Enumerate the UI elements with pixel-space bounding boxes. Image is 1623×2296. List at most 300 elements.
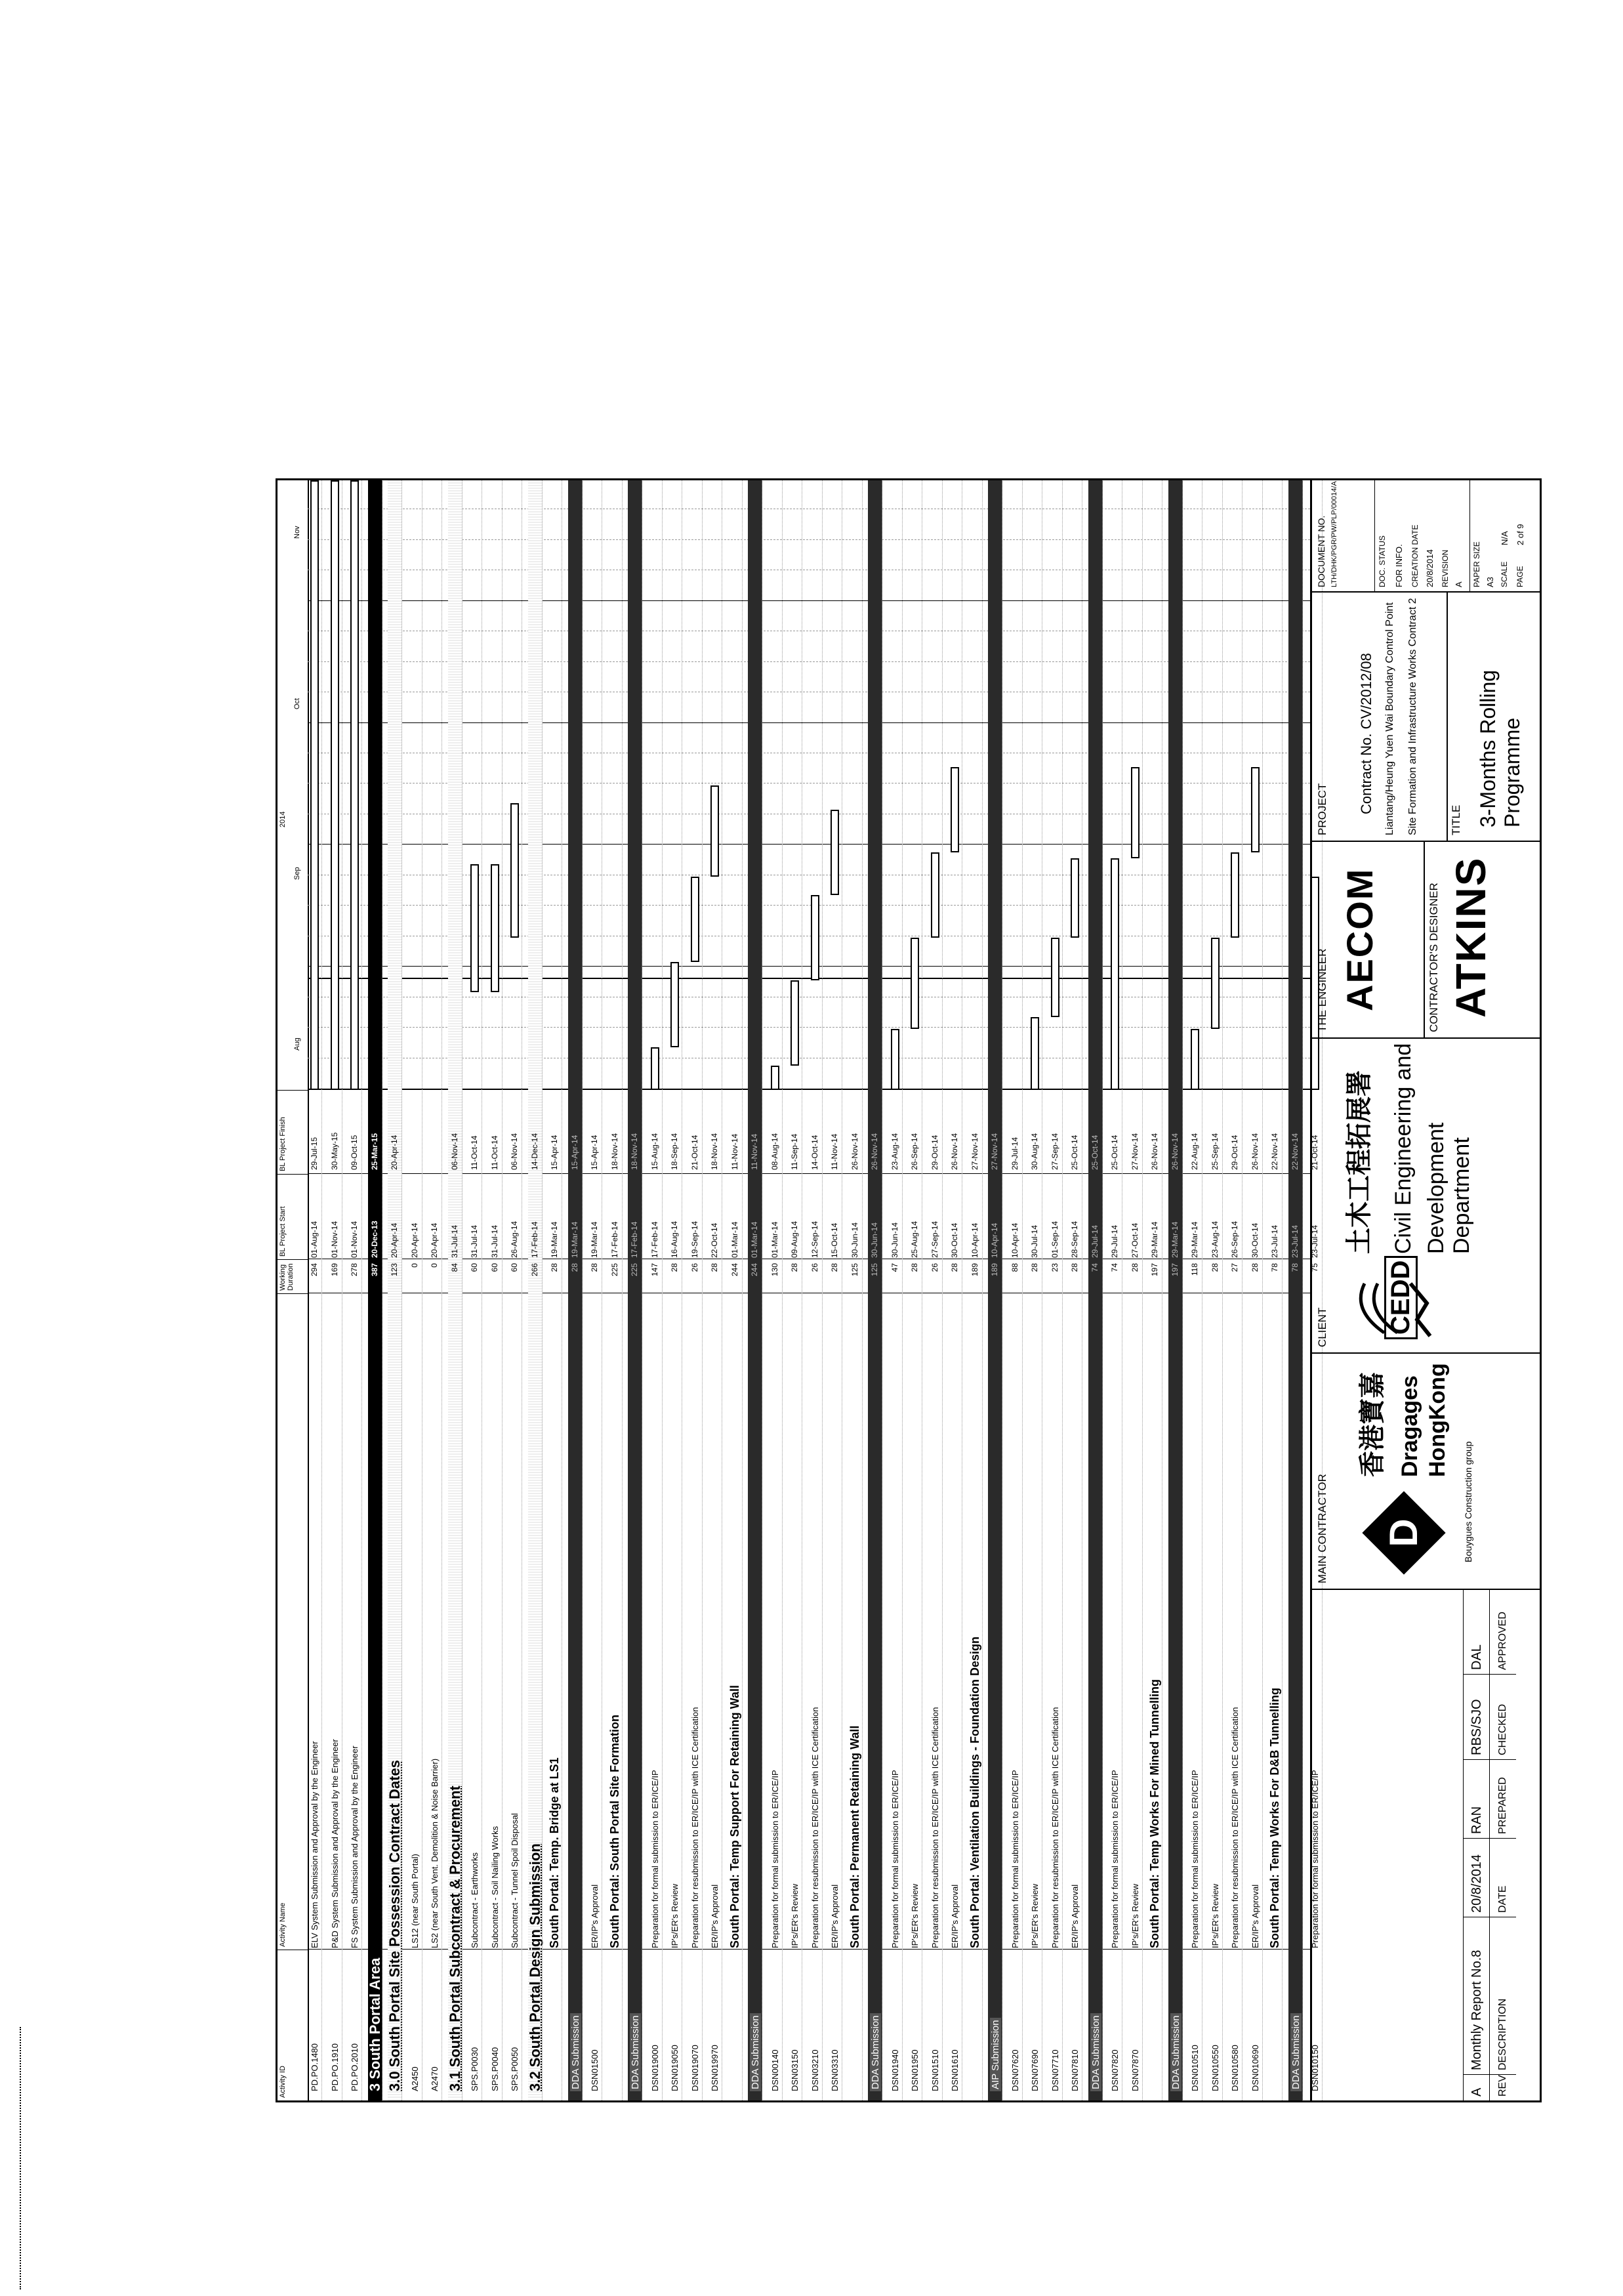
bl-finish: 22-Nov-14 (1290, 1133, 1300, 1170)
bl-finish: 27-Nov-14 (970, 1133, 979, 1170)
bl-finish: 06-Nov-14 (510, 1133, 519, 1170)
activity-name: South Portal: Temp. Bridge at LS1 (548, 1757, 561, 1948)
bl-start: 22-Oct-14 (710, 1222, 719, 1258)
working-duration: 28 (1250, 1263, 1260, 1272)
bl-start: 23-Jul-14 (1270, 1224, 1279, 1258)
bl-start: 30-Oct-14 (1250, 1222, 1260, 1258)
activity-bar (1131, 767, 1140, 858)
scale-label: SCALE (1500, 561, 1509, 587)
bl-start: 27-Oct-14 (1130, 1222, 1140, 1258)
table-row (368, 480, 382, 2100)
table-row (388, 480, 402, 2100)
client-label: CLIENT (1316, 1307, 1328, 1347)
table-row (1108, 480, 1122, 2100)
table-row (1148, 480, 1162, 2100)
working-duration: 189 (970, 1263, 979, 1277)
activity-id: DSN01940 (890, 2049, 900, 2091)
table-row (1228, 480, 1243, 2100)
activity-name: IP's/ER's Review (670, 1883, 680, 1948)
bl-start: 20-Apr-14 (390, 1222, 399, 1258)
activity-id: DSN01950 (910, 2049, 920, 2091)
bl-finish: 22-Aug-14 (1190, 1133, 1199, 1170)
working-duration: 47 (890, 1263, 899, 1272)
activity-id: A2450 (409, 2066, 420, 2091)
paper-size-label: PAPER SIZE (1472, 541, 1481, 587)
table-row (1128, 480, 1143, 2100)
activity-id: DSN00140 (770, 2049, 780, 2091)
working-duration: 78 (1290, 1263, 1300, 1272)
activity-bar (891, 1029, 899, 1090)
bl-start: 01-Mar-14 (729, 1221, 739, 1258)
activity-name: Preparation for formal submission to ER/ICE/IP (649, 1770, 660, 1948)
activity-bar (1111, 858, 1119, 1090)
bl-finish: 26-Nov-14 (1170, 1133, 1180, 1170)
activity-name: Subcontract - Soil Nailing Works (489, 1826, 500, 1948)
working-duration: 130 (770, 1263, 779, 1277)
activity-name: DDA Submission (1170, 2013, 1181, 2091)
working-duration: 225 (609, 1263, 619, 1277)
bl-finish: 20-Apr-14 (390, 1135, 399, 1170)
bl-start: 10-Apr-14 (970, 1222, 979, 1258)
activity-id: PD.PO.2010 (350, 2043, 360, 2091)
table-row (408, 480, 422, 2100)
bl-finish: 25-Oct-14 (1110, 1135, 1119, 1170)
activity-id: DSN01510 (930, 2049, 940, 2091)
activity-id: DSN07620 (1010, 2049, 1020, 2091)
working-duration: 28 (1210, 1263, 1220, 1272)
working-duration: 0 (409, 1263, 419, 1268)
client-chinese-name: 土木工程拓展署 (1345, 1070, 1374, 1254)
table-row (828, 480, 842, 2100)
working-duration: 28 (950, 1263, 959, 1272)
bl-start: 09-Aug-14 (790, 1221, 799, 1258)
activity-name: Subcontract - Tunnel Spoil Disposal (510, 1813, 520, 1948)
bl-start: 27-Sep-14 (930, 1221, 939, 1258)
working-duration: 60 (510, 1263, 519, 1272)
bl-finish: 26-Nov-14 (950, 1133, 959, 1170)
working-duration: 244 (750, 1263, 759, 1277)
bl-start: 23-Jul-14 (1290, 1224, 1300, 1258)
working-duration: 387 (369, 1263, 379, 1277)
activity-name: ER/IP's Approval (830, 1884, 840, 1948)
activity-id: DSN03310 (830, 2049, 840, 2091)
working-duration: 60 (489, 1263, 499, 1272)
table-row (748, 480, 762, 2100)
working-duration: 75 (1310, 1263, 1319, 1272)
activity-bar (310, 480, 319, 1090)
bl-finish: 06-Nov-14 (449, 1133, 459, 1170)
bl-start: 16-Aug-14 (670, 1221, 679, 1258)
table-row (848, 480, 863, 2100)
scale-value: N/A (1500, 531, 1510, 545)
bl-finish: 30-Aug-14 (1030, 1133, 1039, 1170)
bl-start: 23-Aug-14 (1210, 1221, 1220, 1258)
working-duration: 28 (830, 1263, 839, 1272)
working-duration: 78 (1270, 1263, 1279, 1272)
bl-start: 10-Apr-14 (990, 1222, 999, 1258)
paper-size: A3 (1485, 577, 1495, 587)
bl-start: 28-Sep-14 (1070, 1221, 1079, 1258)
table-row (1068, 480, 1082, 2100)
bl-finish: 18-Nov-14 (609, 1133, 619, 1170)
bl-finish: 27-Nov-14 (990, 1133, 999, 1170)
rev-approved: DAL (1464, 1589, 1490, 1674)
activity-id: DSN07690 (1030, 2049, 1040, 2091)
bl-start: 25-Aug-14 (910, 1221, 919, 1258)
bl-finish: 14-Oct-14 (810, 1135, 819, 1170)
working-duration: 28 (1130, 1263, 1140, 1272)
rev-header: REV (1490, 2074, 1516, 2100)
table-row (628, 480, 642, 2100)
activity-id: SPS.P0040 (489, 2047, 500, 2091)
working-duration: 118 (1190, 1263, 1199, 1276)
activity-name: 3.0 South Portal Site Possession Contract Dates (386, 1760, 403, 2091)
activity-id: DSN03210 (810, 2049, 820, 2091)
bl-finish: 27-Nov-14 (1130, 1133, 1140, 1170)
bl-start: 01-Nov-14 (350, 1221, 359, 1258)
activity-name: AIP Submission (990, 2018, 1001, 2091)
bl-finish: 26-Nov-14 (870, 1133, 879, 1170)
activity-id: PD.PO.1910 (329, 2043, 340, 2091)
page-number: 2 of 9 (1515, 524, 1525, 545)
activity-name: South Portal: Temp Support For Retaining Wall (728, 1685, 741, 1948)
activity-bar (331, 480, 339, 1090)
table-row (1248, 480, 1263, 2100)
table-row (448, 480, 462, 2100)
doc-status-label: DOC. STATUS (1378, 535, 1387, 587)
table-row (948, 480, 962, 2100)
activity-id: DSN010550 (1210, 2045, 1220, 2091)
header-activity-id: Activity ID (277, 1950, 308, 2100)
bl-start: 31-Jul-14 (449, 1224, 459, 1258)
bl-start: 29-Mar-14 (1190, 1221, 1199, 1258)
activity-name: DDA Submission (870, 2013, 881, 2091)
bl-finish: 21-Oct-14 (1310, 1135, 1319, 1170)
activity-name: 3 South Portal Area (366, 1957, 383, 2091)
table-row (1168, 480, 1183, 2100)
activity-bar (1031, 1017, 1039, 1090)
activity-name: IP's/ER's Review (1130, 1883, 1140, 1948)
description-header: DESCRIPTION (1490, 1917, 1516, 2074)
activity-id: DSN07820 (1110, 2049, 1120, 2091)
activity-name: Preparation for resubmission to ER/ICE/IP with ICE Certification (930, 1707, 940, 1948)
scan-artifact (20, 2027, 22, 2289)
bl-start: 17-Feb-14 (529, 1221, 539, 1258)
working-duration: 125 (850, 1263, 859, 1277)
table-row (688, 480, 703, 2100)
activity-id: SPS.P0050 (510, 2047, 520, 2091)
activity-name: South Portal: Permanent Retaining Wall (848, 1725, 861, 1948)
working-duration: 28 (710, 1263, 719, 1272)
table-row (1028, 480, 1042, 2100)
table-row (1208, 480, 1223, 2100)
activity-bar (951, 767, 959, 852)
bl-finish: 15-Apr-14 (569, 1135, 579, 1170)
activity-bar (651, 1047, 659, 1090)
activity-id: A2470 (430, 2066, 440, 2091)
activity-name: South Portal: Ventilation Buildings - Foundation Design (968, 1637, 981, 1948)
working-duration: 278 (350, 1263, 359, 1277)
header-bl-finish: BL Project Finish (277, 1090, 308, 1174)
bl-start: 30-Jul-14 (1030, 1224, 1039, 1258)
working-duration: 197 (1170, 1263, 1180, 1277)
bl-start: 30-Oct-14 (950, 1222, 959, 1258)
activity-id: SPS.P0030 (470, 2047, 480, 2091)
rev-description: Monthly Report No.8 (1464, 1917, 1490, 2074)
project-label: PROJECT (1316, 783, 1328, 835)
project-cell (1312, 591, 1540, 841)
activity-name: Preparation for formal submission to ER/ICE/IP (1010, 1770, 1020, 1948)
timescale (277, 480, 308, 1090)
bl-start: 26-Sep-14 (1230, 1221, 1239, 1258)
activity-bar (1191, 1029, 1199, 1090)
activity-name: DDA Submission (750, 2013, 761, 2091)
timescale-month: Sep (293, 867, 301, 880)
gantt-table (276, 478, 1320, 2102)
bl-finish: 09-Oct-15 (350, 1135, 359, 1170)
bl-finish: 18-Nov-14 (710, 1133, 719, 1170)
client-name-line2: Development Department (1424, 1122, 1474, 1254)
table-row (508, 480, 522, 2100)
activity-name: 3.2 South Portal Design Submission (526, 1843, 543, 2091)
table-row (988, 480, 1002, 2100)
activity-id: DSN010150 (1310, 2045, 1320, 2091)
activity-id: DSN010510 (1190, 2045, 1200, 2091)
table-row (308, 480, 322, 2100)
project-line-3: Site Formation and Infrastructure Works Contract 2 (1407, 598, 1418, 835)
contractor-group: Bouygues Construction group (1463, 1441, 1473, 1562)
activity-bar (1051, 938, 1059, 1017)
bl-start: 29-Jul-14 (1090, 1224, 1099, 1258)
working-duration: 0 (430, 1263, 439, 1268)
working-duration: 28 (569, 1263, 579, 1272)
bl-start: 19-Mar-14 (590, 1221, 599, 1258)
working-duration: 28 (1070, 1263, 1079, 1272)
engineer-designer-cell (1312, 841, 1540, 1037)
bl-finish: 18-Sep-14 (670, 1133, 679, 1170)
table-row (428, 480, 442, 2100)
header-activity-name: Activity Name (277, 1293, 308, 1950)
activity-name: Preparation for formal submission to ER/ICE/IP (770, 1770, 780, 1948)
working-duration: 28 (1030, 1263, 1039, 1272)
activity-id: PD.PO.1480 (310, 2043, 319, 2091)
working-duration: 28 (550, 1263, 559, 1272)
activity-bar (670, 962, 679, 1047)
activity-name: ER/IP's Approval (950, 1884, 960, 1948)
project-line-1: Contract No. CV/2012/08 (1358, 653, 1374, 814)
activity-name: DDA Submission (630, 2013, 641, 2091)
rev-prepared: RAN (1464, 1759, 1490, 1838)
table-row (1048, 480, 1063, 2100)
bl-start: 19-Sep-14 (689, 1221, 699, 1258)
table-row (668, 480, 682, 2100)
bl-finish: 29-Jul-15 (310, 1137, 319, 1170)
working-duration: 26 (930, 1263, 939, 1272)
working-duration: 27 (1230, 1263, 1239, 1272)
approved-header: APPROVED (1490, 1589, 1516, 1674)
bl-finish: 22-Nov-14 (1270, 1133, 1279, 1170)
creation-date: 20/8/2014 (1425, 549, 1435, 587)
working-duration: 28 (590, 1263, 599, 1272)
cedd-abbreviation: CEDD (1384, 1256, 1418, 1339)
header-bl-start: BL Project Start (277, 1174, 308, 1259)
table-row (1188, 480, 1202, 2100)
activity-name: South Portal: Temp Works For Mined Tunnelling (1148, 1679, 1161, 1948)
bl-start: 01-Aug-14 (310, 1221, 319, 1258)
bl-finish: 26-Nov-14 (850, 1133, 859, 1170)
bl-start: 29-Mar-14 (1170, 1221, 1180, 1258)
activity-name: South Portal: Temp Works For D&B Tunnelling (1268, 1688, 1281, 1948)
revision-label: REVISION (1441, 549, 1450, 587)
activity-bar (491, 864, 499, 992)
working-duration: 74 (1110, 1263, 1119, 1272)
activity-id: DSN07810 (1070, 2049, 1080, 2091)
bl-finish: 29-Jul-14 (1010, 1137, 1019, 1170)
activity-bar (1071, 858, 1079, 938)
activity-name: Preparation for formal submission to ER/ICE/IP (1190, 1770, 1200, 1948)
client-name-line1: Civil Engineering and (1391, 1043, 1416, 1254)
bl-start: 20-Apr-14 (430, 1222, 439, 1258)
document-no: LTH/DHK/PGR/PW/PLP/00014/A (1330, 481, 1338, 587)
activity-bar (350, 480, 359, 1090)
contractor-chinese-name: 香港寶嘉 (1358, 1372, 1387, 1477)
bl-start: 23-Jul-14 (1310, 1224, 1319, 1258)
activity-name: 3.1 South Portal Subcontract & Procurement (446, 1785, 463, 2091)
activity-id: DSN07870 (1130, 2049, 1140, 2091)
date-header: DATE (1490, 1838, 1516, 1917)
working-duration: 28 (910, 1263, 919, 1272)
working-duration: 26 (689, 1263, 699, 1272)
table-row (928, 480, 943, 2100)
bl-start: 17-Feb-14 (630, 1221, 639, 1258)
bl-finish: 29-Oct-14 (1230, 1135, 1239, 1170)
table-row (328, 480, 342, 2100)
revision-value: A (1454, 581, 1464, 587)
activity-id: DSN019070 (689, 2045, 700, 2091)
working-duration: 123 (390, 1263, 399, 1277)
working-duration: 147 (649, 1263, 659, 1277)
rev-date: 20/8/2014 (1464, 1838, 1490, 1917)
activity-name: ER/IP's Approval (590, 1884, 600, 1948)
activity-id: DSN010580 (1230, 2045, 1240, 2091)
working-duration: 28 (670, 1263, 679, 1272)
atkins-logo: ATKINS (1447, 856, 1494, 1018)
bl-finish: 11-Nov-14 (750, 1133, 759, 1170)
activity-name: IP's/ER's Review (1030, 1883, 1040, 1948)
bl-finish: 23-Aug-14 (890, 1133, 899, 1170)
table-row (348, 480, 362, 2100)
creation-date-label: CREATION DATE (1410, 524, 1420, 587)
table-row (1268, 480, 1283, 2100)
table-row (468, 480, 482, 2100)
contractor-name-line1: Dragages (1397, 1375, 1422, 1477)
activity-name: IP's/ER's Review (790, 1883, 800, 1948)
bl-start: 31-Jul-14 (470, 1224, 479, 1258)
bl-finish: 11-Nov-14 (830, 1133, 839, 1170)
activity-id: DSN01500 (590, 2049, 600, 2091)
prepared-header: PREPARED (1490, 1759, 1516, 1838)
activity-name: Preparation for formal submission to ER/ICE/IP (1310, 1770, 1320, 1948)
working-duration: 74 (1090, 1263, 1099, 1272)
activity-bar (691, 877, 699, 962)
timescale-month: Oct (293, 698, 301, 709)
engineer-label: THE ENGINEER (1316, 948, 1328, 1032)
page-label: PAGE (1515, 566, 1525, 587)
table-row (728, 480, 743, 2100)
working-duration: 244 (729, 1263, 739, 1277)
activity-name: FS System Submission and Approval by the Engineer (350, 1745, 360, 1948)
activity-name: LS12 (near South Portal) (409, 1854, 420, 1948)
working-duration: 26 (810, 1263, 819, 1272)
activity-name: ER/IP's Approval (1250, 1884, 1260, 1948)
bl-start: 30-Jun-14 (870, 1222, 879, 1258)
activity-name: Preparation for formal submission to ER/ICE/IP (1110, 1770, 1120, 1948)
bl-finish: 26-Nov-14 (1150, 1133, 1159, 1170)
table-row (968, 480, 983, 2100)
table-row (768, 480, 783, 2100)
working-duration: 125 (870, 1263, 879, 1277)
activity-bar (931, 852, 939, 938)
activity-id: DSN019970 (710, 2045, 720, 2091)
bl-finish: 11-Sep-14 (790, 1133, 799, 1170)
aecom-logo: AECOM (1339, 867, 1380, 1011)
activity-name: ER/IP's Approval (710, 1884, 720, 1948)
bl-finish: 26-Nov-14 (1250, 1133, 1260, 1170)
bl-start: 01-Mar-14 (750, 1221, 759, 1258)
dragages-logo: D (1362, 1491, 1445, 1574)
activity-name: Preparation for resubmission to ER/ICE/IP with ICE Certification (810, 1707, 820, 1948)
project-line-2: Liantang/Heung Yuen Wai Boundary Control Point (1384, 602, 1395, 835)
activity-id: DSN03150 (790, 2049, 800, 2091)
working-duration: 294 (310, 1263, 319, 1277)
table-row (1088, 480, 1103, 2100)
bl-finish: 14-Dec-14 (529, 1133, 539, 1170)
bl-finish: 25-Oct-14 (1090, 1135, 1099, 1170)
bl-start: 01-Mar-14 (770, 1221, 779, 1258)
timescale-year: 2014 (279, 811, 287, 827)
contractor-name-line2: HongKong (1425, 1363, 1450, 1477)
main-contractor-label: MAIN CONTRACTOR (1316, 1474, 1328, 1583)
bl-finish: 25-Sep-14 (1210, 1133, 1220, 1170)
activity-name: DDA Submission (570, 2013, 581, 2091)
header-working-duration: Working Duration (277, 1259, 308, 1293)
activity-bar (710, 785, 719, 877)
activity-id: DSN010690 (1250, 2045, 1260, 2091)
activity-bar (470, 864, 479, 992)
drawing-title: 3-Months Rolling Programme (1476, 669, 1524, 827)
activity-bar (510, 803, 519, 937)
activity-id: DSN019050 (670, 2045, 680, 2091)
title-block (1312, 478, 1542, 2102)
table-row (1008, 480, 1023, 2100)
bl-start: 31-Jul-14 (489, 1224, 499, 1258)
working-duration: 266 (529, 1263, 539, 1277)
working-duration: 28 (790, 1263, 799, 1272)
activity-name: ELV System Submission and Approval by the Engineer (310, 1741, 319, 1948)
activity-name: DDA Submission (1290, 2013, 1302, 2091)
bl-start: 20-Dec-13 (369, 1221, 379, 1258)
table-row (588, 480, 602, 2100)
table-row (868, 480, 882, 2100)
bl-finish: 15-Apr-14 (590, 1135, 599, 1170)
bl-finish: 11-Nov-14 (729, 1133, 739, 1170)
working-duration: 189 (990, 1263, 999, 1277)
activity-name: ER/IP's Approval (1070, 1884, 1080, 1948)
activity-name: Preparation for resubmission to ER/ICE/IP with ICE Certification (689, 1707, 700, 1948)
activity-bar (1211, 938, 1220, 1029)
working-duration: 197 (1150, 1263, 1159, 1277)
activity-bar (811, 895, 819, 980)
